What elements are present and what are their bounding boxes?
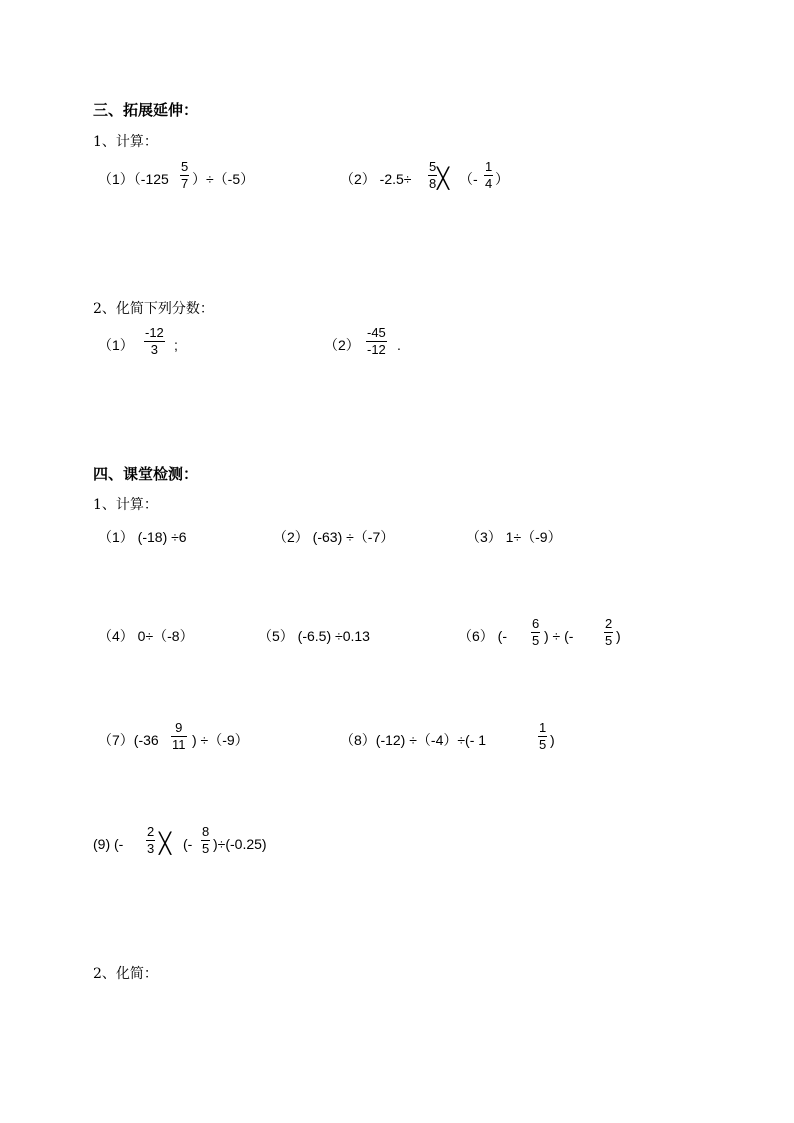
s4-q1-problem-5: （5） (-6.5) ÷0.13 (258, 628, 370, 644)
section-4-q2-label: 2、化简： (93, 966, 158, 982)
multiply-sign: ╳ (159, 831, 172, 855)
fraction: -45 -12 (367, 325, 386, 357)
s4-q1-problem-2: （2） (-63) ÷（-7） (273, 529, 395, 545)
s4-q1-problem-3: （3） 1÷（-9） (466, 529, 562, 545)
fraction: 9 11 (172, 720, 186, 752)
section-4-title: 四、课堂检测： (93, 465, 199, 483)
fraction: 8 5 (202, 824, 210, 856)
s4-q1-problem-4: （4） 0÷（-8） (98, 628, 194, 644)
section-3-title: 三、拓展延伸： (93, 101, 199, 119)
fraction: 5 7 (181, 159, 189, 191)
section-4-q1-label: 1、计算： (93, 497, 158, 513)
s4-q1-problem-1: （1） (-18) ÷6 (98, 529, 187, 545)
section-3-q2-label: 2、化简下列分数： (93, 301, 214, 317)
multiply-sign: ╳ (437, 166, 450, 190)
fraction: 6 5 (532, 616, 540, 648)
section-3-q1-label: 1、计算： (93, 134, 158, 150)
fraction: 5 8 (429, 159, 437, 191)
fraction: 1 5 (539, 720, 547, 752)
fraction: 2 3 (147, 824, 155, 856)
fraction: -12 3 (145, 325, 164, 357)
fraction: 1 4 (485, 159, 493, 191)
fraction: 2 5 (605, 616, 613, 648)
